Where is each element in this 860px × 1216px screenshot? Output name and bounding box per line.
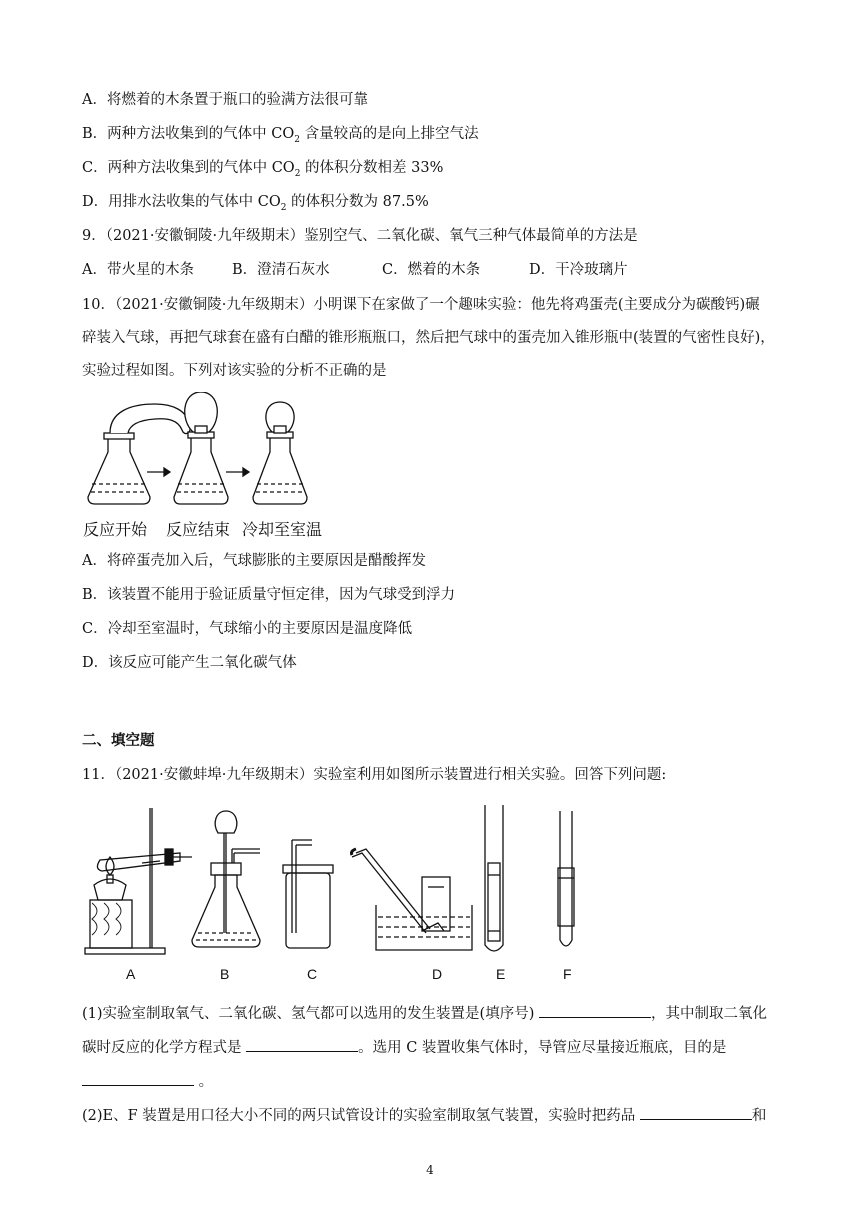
q8-option-c: C．两种方法收集到的气体中 $CO_2$ 的体积分数相差 33%: [82, 160, 444, 179]
q9-stem: 9．（2021·安徽铜陵·九年级期末）鉴别空气、二氧化碳、氧气三种气体最简单的方法是: [82, 228, 638, 244]
label-b: B: [220, 966, 230, 982]
label-a: A: [126, 966, 136, 982]
q10-stem-line2: 碎装入气球，再把气球套在盛有白醋的锥形瓶瓶口，然后把气球中的蛋壳加入锥形瓶中(装置的气密性良好)，: [82, 330, 775, 346]
label-f: F: [563, 966, 572, 982]
q10-option-b: B．该装置不能用于验证质量守恒定律，因为气球受到浮力: [82, 587, 456, 603]
q9-option-b: B．澄清石灰水: [232, 262, 330, 278]
q9-option-c: C．燃着的木条: [382, 262, 481, 278]
page-number: 4: [426, 1163, 434, 1177]
q10-option-d: D．该反应可能产生二氧化碳气体: [82, 655, 297, 671]
q9-option-d: D．干冷玻璃片: [529, 262, 628, 278]
q11-part1-line2: 碳时反应的化学方程式是 。选用 C 装置收集气体时，导管应尽量接近瓶底，目的是: [82, 1037, 726, 1058]
q10-stem-line1: 10．（2021·安徽铜陵·九年级期末）小明课下在家做了一个趣味实验：他先将鸡蛋壳(主要成分为碳酸钙)碾: [82, 297, 760, 313]
q11-part1-line3: 。: [82, 1071, 213, 1092]
answer-blank-2[interactable]: [246, 1037, 358, 1052]
answer-blank-1[interactable]: [539, 1003, 651, 1018]
q9-options: [82, 260, 628, 280]
q10-stem-line3: 实验过程如图。下列对该实验的分析不正确的是: [82, 363, 387, 379]
q11-stem: 11．（2021·安徽蚌埠·九年级期末）实验室利用如图所示装置进行相关实验。回答下列问题:: [82, 767, 667, 783]
fig-caption-start: 反应开始: [83, 520, 148, 539]
q10-option-c: C．冷却至室温时，气球缩小的主要原因是温度降低: [82, 621, 413, 637]
lab-apparatus-figure: [80, 805, 590, 965]
label-e: E: [496, 966, 506, 982]
balloon-experiment-figure: [80, 392, 340, 517]
answer-blank-3[interactable]: [82, 1071, 194, 1086]
label-d: D: [432, 966, 443, 982]
q9-option-a: A．带火星的木条: [82, 262, 194, 278]
q10-option-a: A．将碎蛋壳加入后，气球膨胀的主要原因是醋酸挥发: [82, 553, 426, 569]
q11-part1-line1: (1)实验室制取氧气、二氧化碳、氢气都可以选用的发生装置是(填序号) ，其中制取二氧化: [82, 1003, 767, 1024]
label-c: C: [307, 966, 318, 982]
q8-option-a: A．将燃着的木条置于瓶口的验满方法很可靠: [82, 92, 368, 108]
q8-option-b: B．两种方法收集到的气体中 $CO_2$ 含量较高的是向上排空气法: [82, 126, 479, 145]
fig-caption-cool: 冷却至室温: [242, 520, 323, 539]
answer-blank-4[interactable]: [640, 1105, 752, 1120]
q11-part2-line1: (2)E、F 装置是用口径大小不同的两只试管设计的实验室制取氢气装置，实验时把药品 和: [82, 1105, 766, 1126]
fig-caption-end: 反应结束: [166, 520, 231, 539]
q8-option-d: D．用排水法收集的气体中 $CO_2$ 的体积分数为 87.5%: [82, 194, 429, 213]
section-title: 二、填空题: [82, 733, 155, 749]
